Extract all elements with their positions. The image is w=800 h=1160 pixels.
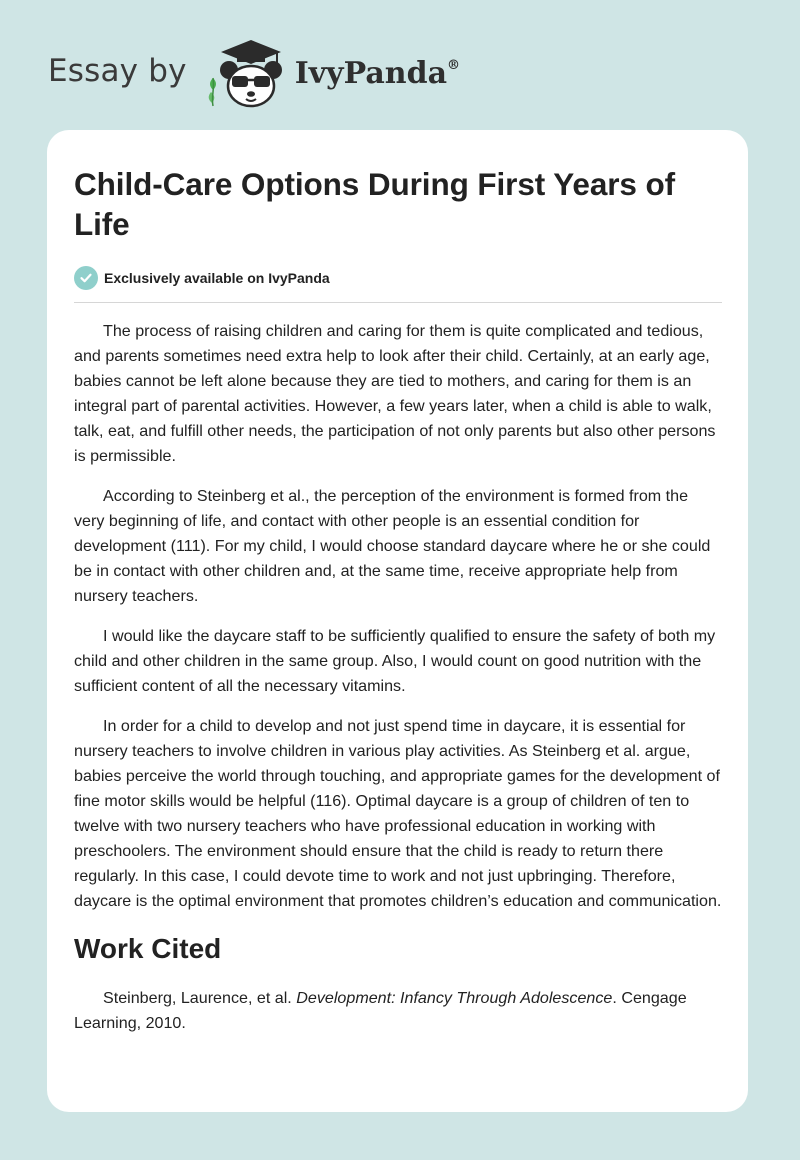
citation-entry: Steinberg, Laurence, et al. Development: Infancy Through Adolescence. Cengage Learning, 2010. [74,989,687,1032]
paragraph: According to Steinberg et al., the perception of the environment is formed from the very beginning of life, and contact with other people is an essential condition for development (111). For my child, I would choose standard daycare where he or she could be in contact with other children and, at the same time, receive appropriate help from nursery teachers. [74,487,711,605]
brand-name: IvyPanda® [294,55,461,91]
paragraph: I would like the daycare staff to be sufficiently qualified to ensure the safety of both my child and other children in the same group. Also, I would count on good nutrition with the sufficient content of all the necessary vitamins. [74,627,716,695]
essay-card [47,130,748,1112]
essay-body [74,319,722,914]
works-cited-heading: Work Cited [74,933,222,964]
citation-title: Development: Infancy Through Adolescence [296,989,613,1007]
citation-authors: Steinberg, Laurence, et al. [103,989,292,1007]
page-title: Child-Care Options During First Years of Life [74,166,676,242]
exclusive-badge [74,266,722,303]
essay-by-label: Essay by [48,53,187,89]
panda-graduation-cap-icon [201,38,291,110]
badge-label: Exclusively available on IvyPanda [104,270,330,286]
paragraph: In order for a child to develop and not just spend time in daycare, it is essential for nursery teachers to involve children in various play activities. As Steinberg et al. argue, babies perceive the world through touching, and appropriate games for the development of fine motor skills would be helpful (116). Optimal daycare is a group of children of ten to twelve with two nursery teachers who have professional education in working with preschoolers. The environment should ensure that the child is ready to return there regularly. In this case, I could devote time to work and not just upbringing. Therefore, daycare is the optimal environment that promotes children’s education and communication. [74,717,722,910]
paragraph: The process of raising children and caring for them is quite complicated and tedious, and parents sometimes need extra help to look after their child. Certainly, at an early age, babies cannot be left alone because they are tied to mothers, and caring for them is an integral part of parental activities. However, a few years later, when a child is able to walk, talk, eat, and fulfill other needs, the participation of not only parents but also other persons is permissible. [74,322,716,465]
check-circle-icon [74,266,98,290]
citation-publisher: Cengage Learning, 2010. [74,989,687,1032]
site-header [48,38,508,110]
